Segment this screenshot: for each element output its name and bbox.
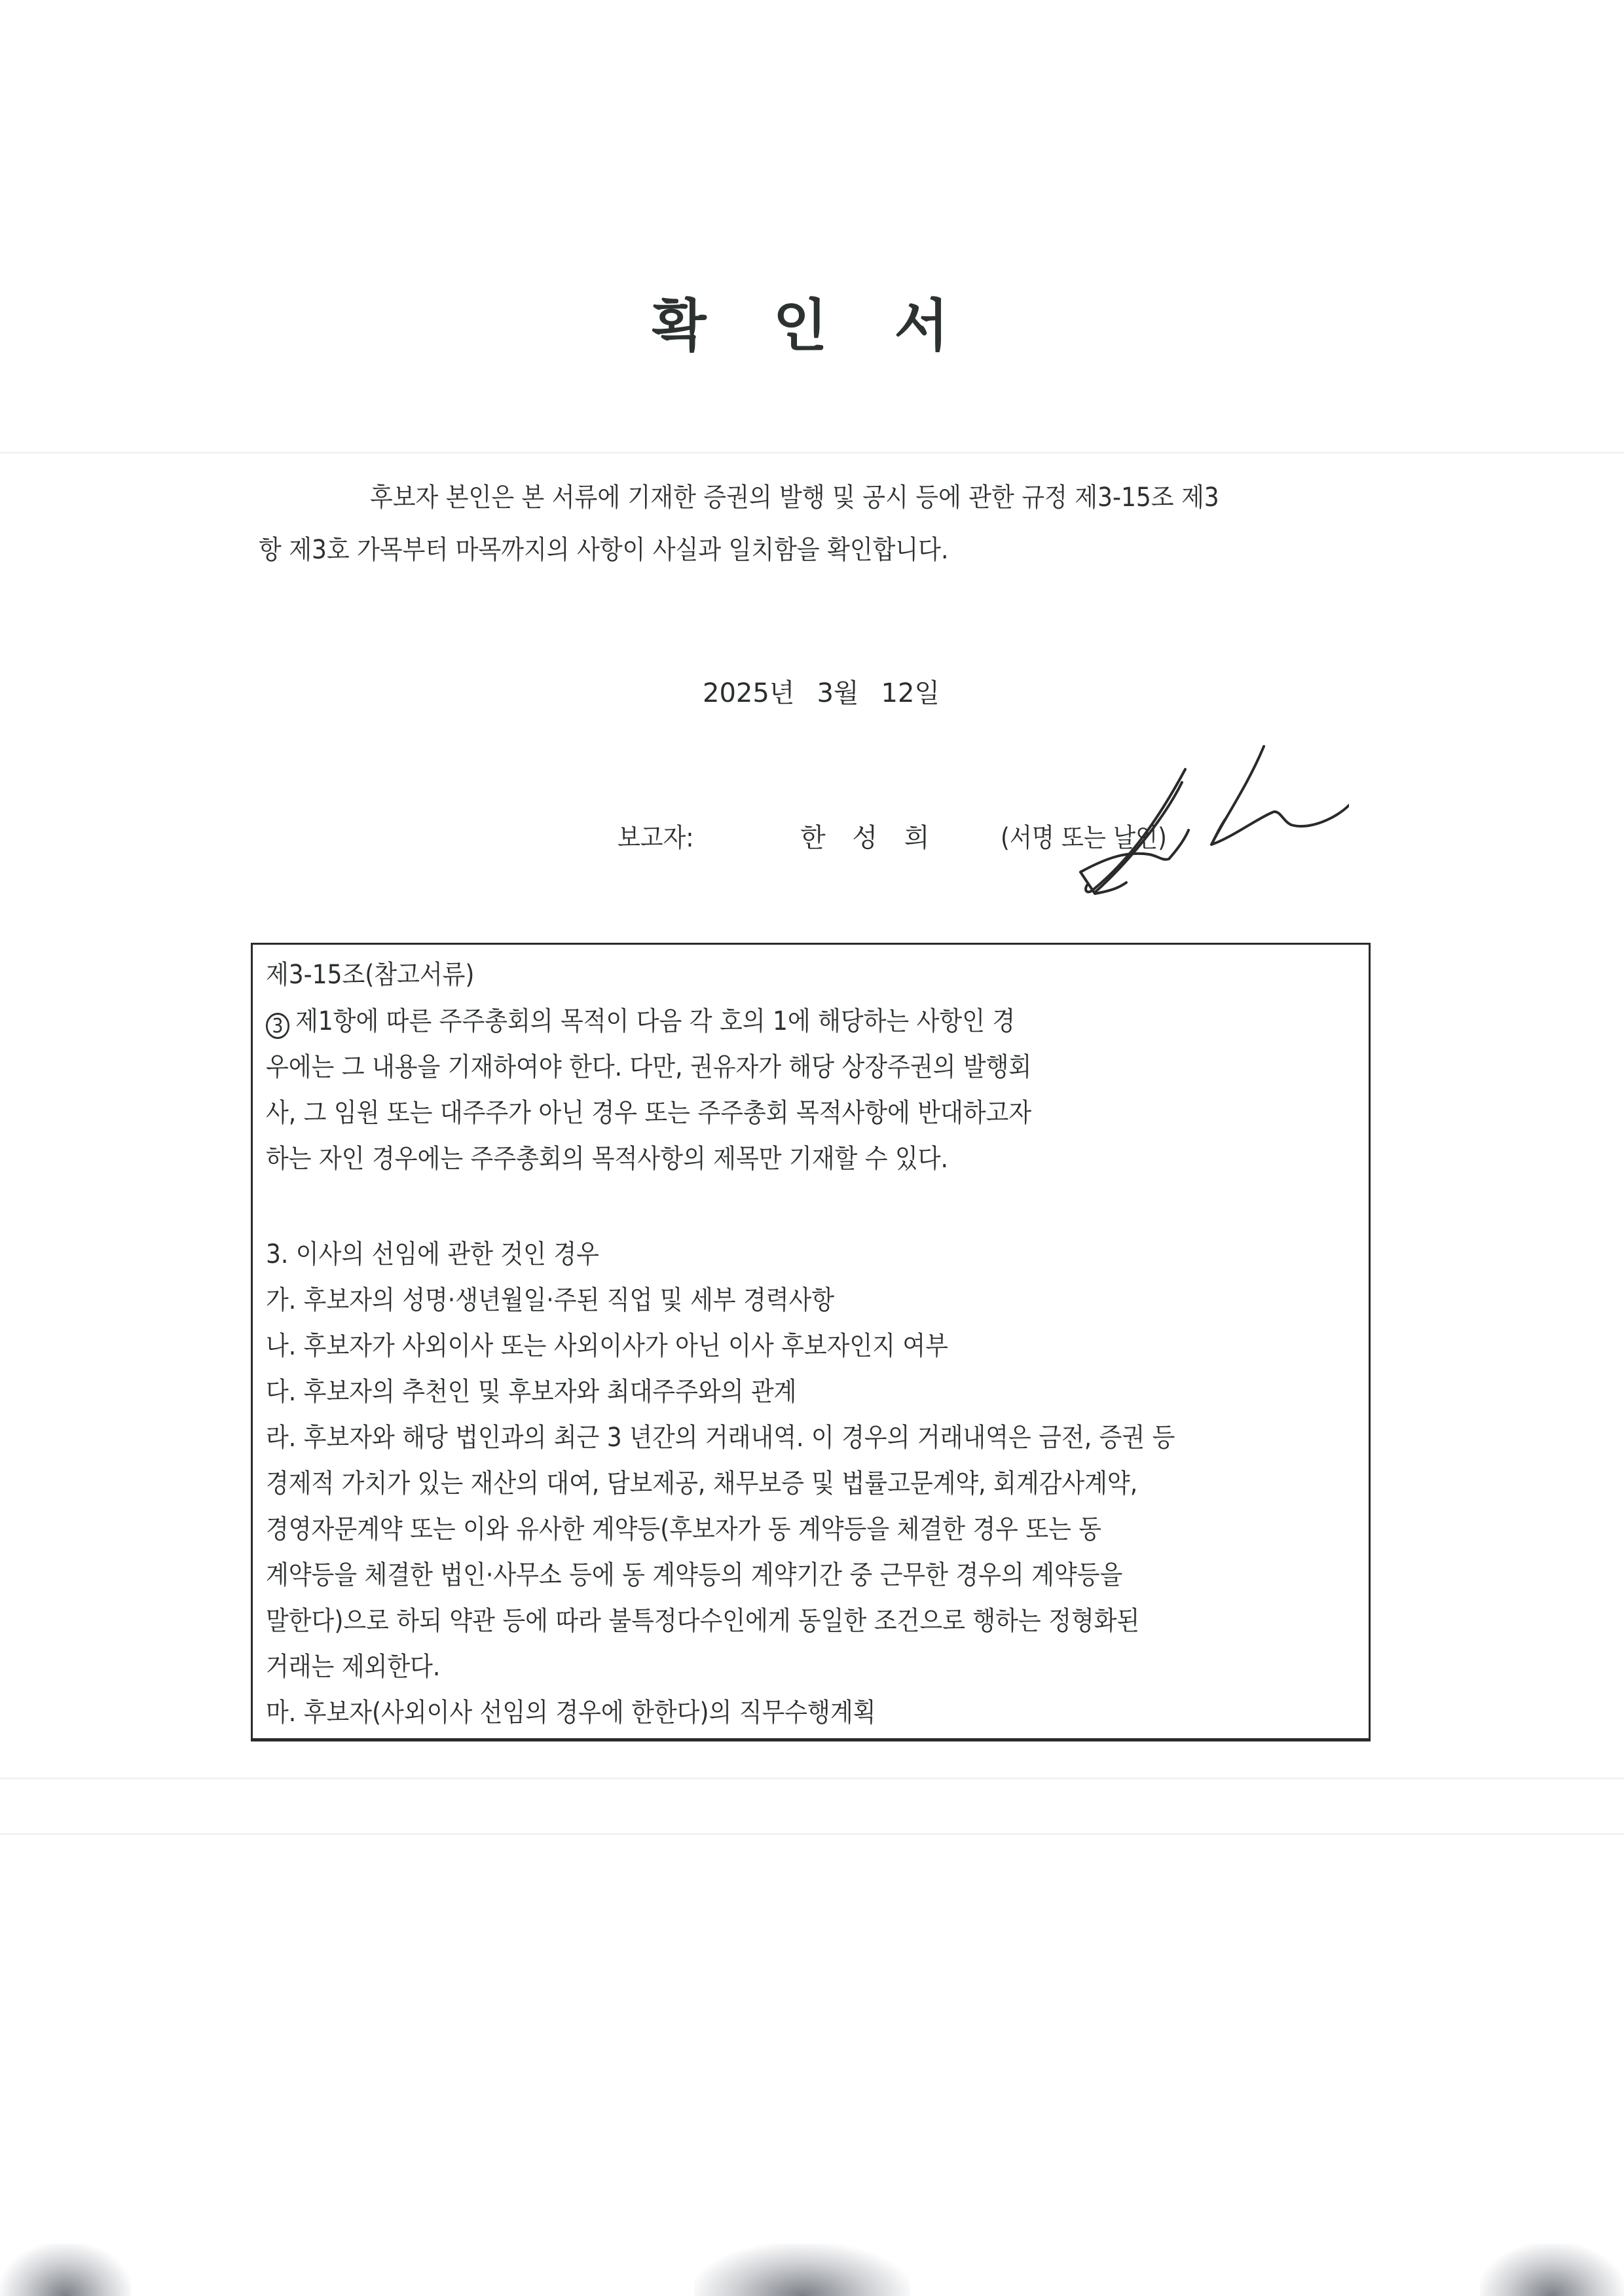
scan-smudge xyxy=(1480,2244,1624,2296)
statement-line-2: 항 제3호 가목부터 마목까지의 사항이 사실과 일치함을 확인합니다. xyxy=(259,535,949,565)
reporter-label: 보고자: xyxy=(618,823,694,853)
box-paragraph-line: 우에는 그 내용을 기재하여야 한다. 다만, 권유자가 해당 상장주권의 발행회 xyxy=(266,1052,1032,1082)
scan-artifact-band xyxy=(0,1833,1624,1835)
document-title: 확 인 서 xyxy=(652,293,972,359)
circled-number-icon: 3 xyxy=(266,1013,289,1039)
document-date xyxy=(703,672,940,710)
scan-artifact-band xyxy=(0,452,1624,454)
box-item: 나. 후보자가 사외이사 또는 사외이사가 아닌 이사 후보자인지 여부 xyxy=(266,1331,948,1361)
statement-line-1: 후보자 본인은 본 서류에 기재한 증권의 발행 및 공시 등에 관한 규정 제3-15조 제3 xyxy=(370,483,1219,513)
box-paragraph-line: 하는 자인 경우에는 주주총회의 목적사항의 제목만 기재할 수 있다. xyxy=(266,1144,948,1174)
box-paragraph-line: 사, 그 임원 또는 대주주가 아닌 경우 또는 주주총회 목적사항에 반대하고자 xyxy=(266,1098,1032,1128)
box-item: 경제적 가치가 있는 재산의 대여, 담보제공, 채무보증 및 법률고문계약, 회계감사계약, xyxy=(266,1468,1138,1499)
reference-regulation-box xyxy=(251,943,1371,1741)
reporter-name: 한 성 희 xyxy=(800,823,939,853)
scan-smudge xyxy=(694,2244,910,2296)
scan-artifact-band xyxy=(0,1777,1624,1779)
box-heading: 제3-15조(참고서류) xyxy=(266,960,475,990)
box-paragraph-line xyxy=(266,1008,1015,1039)
box-item: 경영자문계약 또는 이와 유사한 계약등(후보자가 동 계약등을 체결한 경우 또는 동 xyxy=(266,1514,1102,1544)
box-item-heading: 3. 이사의 선임에 관한 것인 경우 xyxy=(266,1239,599,1269)
date-day: 12일 xyxy=(881,678,940,708)
scan-smudge xyxy=(0,2244,131,2296)
box-paragraph-text: 제1항에 따른 주주총회의 목적이 다음 각 호의 1에 해당하는 사항인 경 xyxy=(295,1006,1016,1036)
box-item: 라. 후보자와 해당 법인과의 최근 3 년간의 거래내역. 이 경우의 거래내역은 금전, 증권 등 xyxy=(266,1423,1175,1453)
date-month: 3월 xyxy=(817,678,859,708)
sign-or-seal-note: (서명 또는 날인) xyxy=(1001,823,1167,853)
box-item: 말한다)으로 하되 약관 등에 따라 불특정다수인에게 동일한 조건으로 행하는 정형화된 xyxy=(266,1606,1140,1636)
box-item: 가. 후보자의 성명·생년월일·주된 직업 및 세부 경력사항 xyxy=(266,1285,835,1315)
box-item: 마. 후보자(사외이사 선임의 경우에 한한다)의 직무수행계획 xyxy=(266,1698,876,1728)
date-year: 2025년 xyxy=(703,678,795,708)
box-item: 거래는 제외한다. xyxy=(266,1652,441,1682)
box-item: 계약등을 체결한 법인·사무소 등에 동 계약등의 계약기간 중 근무한 경우의 계약등을 xyxy=(266,1560,1123,1590)
box-item: 다. 후보자의 추천인 및 후보자와 최대주주와의 관계 xyxy=(266,1377,797,1407)
